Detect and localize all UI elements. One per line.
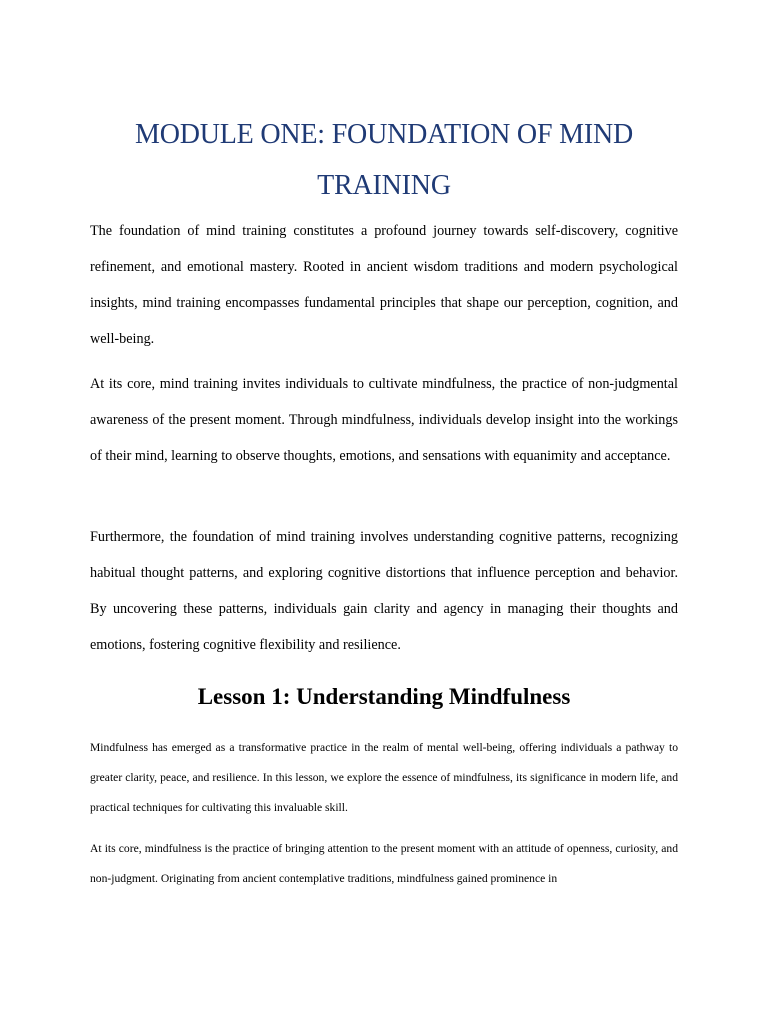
intro-paragraph-2: At its core, mind training invites individuals to cultivate mindfulness, the practice of non-judgmental awareness of the present moment. Through mindfulness, individuals develop insight into the workings of their mind, learning to observe thoughts, emotions, and sensations with equanimity and acceptance. — [90, 376, 678, 464]
module-title: MODULE ONE: FOUNDATION OF MIND TRAINING — [135, 119, 633, 201]
lesson-paragraph-1: Mindfulness has emerged as a transformative practice in the realm of mental well-being, offering individuals a pathway to greater clarity, peace, and resilience. In this lesson, we explore the essence of mindfulness, its significance in modern life, and practical techniques for cultivating this invaluable skill. — [90, 741, 678, 814]
intro-paragraph-3: Furthermore, the foundation of mind training involves understanding cognitive patterns, recognizing habitual thought patterns, and exploring cognitive distortions that influence perception and behavior. By uncovering these patterns, individuals gain clarity and agency in managing their thoughts and emotions, fostering cognitive flexibility and resilience. — [90, 529, 678, 653]
lesson-paragraph-2: At its core, mindfulness is the practice of bringing attention to the present moment with an attitude of openness, curiosity, and non-judgment. Originating from ancient contemplative traditions, mindfulness gained prominence in — [90, 842, 678, 885]
lesson-title: Lesson 1: Understanding Mindfulness — [197, 684, 571, 709]
intro-paragraph-1: The foundation of mind training constitutes a profound journey towards self-discovery, cognitive refinement, and emotional mastery. Rooted in ancient wisdom traditions and modern psychological insights, mind training encompasses fundamental principles that shape our perception, cognition, and well-being. — [90, 223, 678, 347]
